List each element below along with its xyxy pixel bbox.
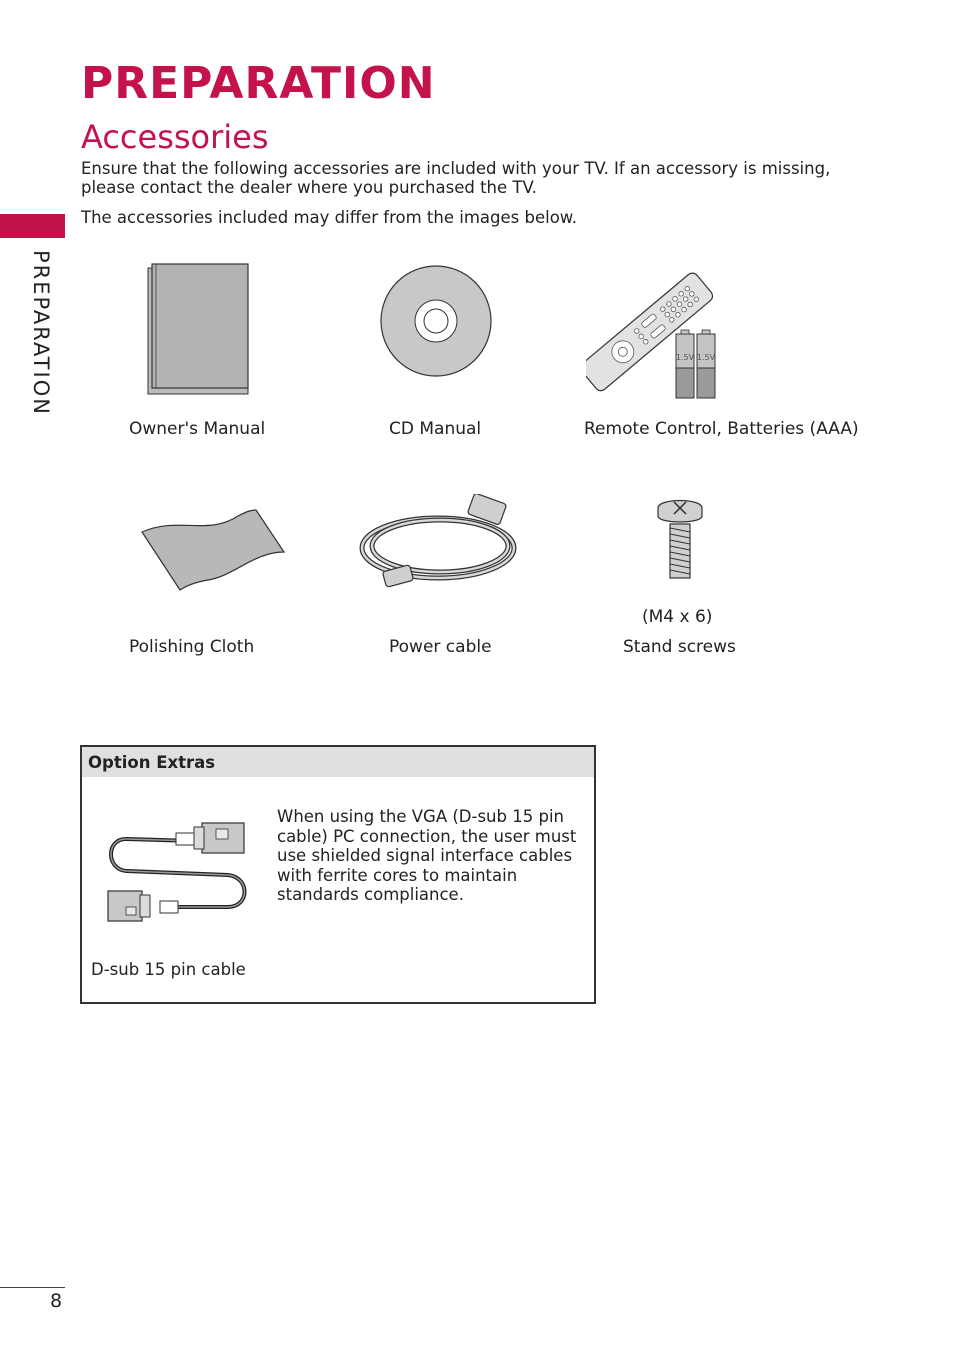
- side-tab-marker: [0, 214, 65, 238]
- intro-note: The accessories included may differ from the images below.: [81, 208, 578, 227]
- option-extras-box: [80, 745, 596, 1004]
- battery-label: 1.5V: [675, 353, 695, 362]
- manual-icon: [144, 262, 252, 396]
- accessory-label: CD Manual: [389, 419, 482, 439]
- battery-label: 1.5V: [696, 353, 716, 362]
- remote-icon: [586, 264, 716, 400]
- side-tab-label: PREPARATION: [29, 250, 53, 416]
- accessory-label: Remote Control, Batteries (AAA): [584, 419, 859, 439]
- option-extras-title: Option Extras: [88, 753, 216, 772]
- page-title: PREPARATION: [81, 58, 436, 109]
- power-cable-icon: [358, 494, 526, 588]
- screw-size-note: (M4 x 6): [642, 607, 713, 627]
- footer-rule: [0, 1287, 65, 1288]
- dsub-cable-icon: [104, 815, 252, 923]
- page-number: 8: [50, 1290, 63, 1312]
- cloth-icon: [138, 506, 288, 594]
- option-extras-header: [82, 747, 594, 777]
- option-extras-caption: D-sub 15 pin cable: [91, 960, 246, 979]
- section-title: Accessories: [81, 118, 269, 156]
- accessory-label: Stand screws: [623, 637, 736, 657]
- accessory-label: Polishing Cloth: [129, 637, 255, 657]
- accessory-label: Owner's Manual: [129, 419, 266, 439]
- cd-icon: [378, 263, 494, 379]
- screw-icon: [654, 494, 706, 582]
- accessory-label: Power cable: [389, 637, 492, 657]
- option-extras-text: When using the VGA (D-sub 15 pin cable) PC connection, the user must use shielded signal interface cables with ferrite cores to maintain standards compliance.: [277, 807, 577, 904]
- intro-paragraph: Ensure that the following accessories are included with your TV. If an accessory is missing, please contact the dealer where you purchased the TV.: [81, 159, 831, 197]
- battery-icon: [676, 330, 716, 398]
